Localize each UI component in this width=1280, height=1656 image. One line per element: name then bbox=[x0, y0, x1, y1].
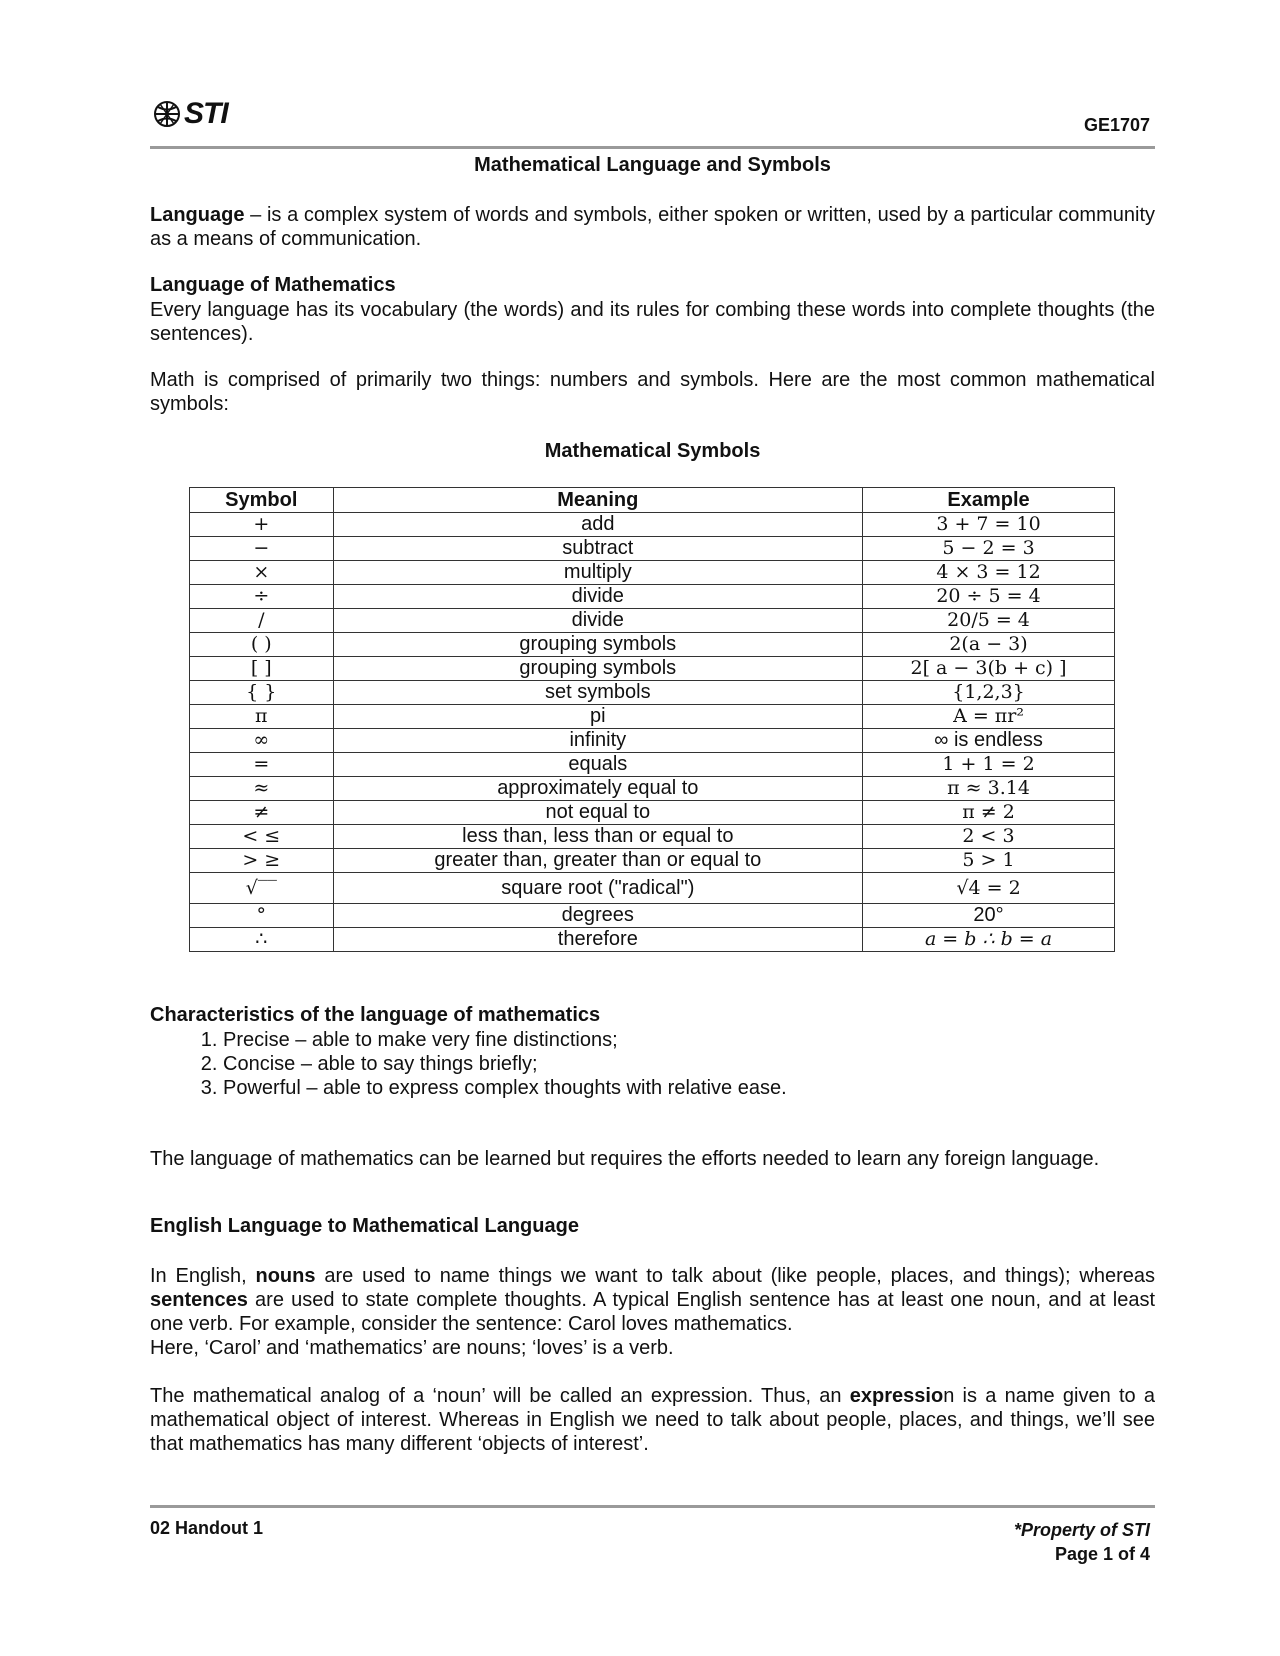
table-row bbox=[190, 801, 1115, 825]
meaning-cell: multiply bbox=[333, 561, 862, 585]
symbol-cell: = bbox=[190, 753, 334, 777]
meaning-cell: pi bbox=[333, 705, 862, 729]
english-text-c: are used to state complete thoughts. A typical English sentence has at least one noun, and at least one verb. For example, consider the sentence: Carol loves mathematics. bbox=[150, 1289, 1155, 1335]
example-cell: 5 > 1 bbox=[863, 849, 1115, 873]
symbol-cell: ° bbox=[190, 904, 334, 928]
table-row bbox=[190, 825, 1115, 849]
footer-divider bbox=[150, 1505, 1155, 1508]
example-cell: 2 < 3 bbox=[863, 825, 1115, 849]
meaning-cell: infinity bbox=[333, 729, 862, 753]
expression-paragraph bbox=[150, 1384, 1155, 1456]
english-text-b: are used to name things we want to talk about (like people, places, and things); whereas bbox=[315, 1265, 1155, 1287]
meaning-cell: grouping symbols bbox=[333, 657, 862, 681]
language-definition bbox=[150, 203, 1155, 251]
page-title: Mathematical Language and Symbols bbox=[474, 154, 831, 176]
expression-text-b: n is a name given to a mathematical object of interest. Whereas in English we need to talk about people, places, and things, we’ll see that mathematics has many different ‘objects of interest’. bbox=[150, 1385, 1155, 1455]
table-row bbox=[190, 681, 1115, 705]
list-item: 2. Concise – able to say things briefly; bbox=[223, 1052, 787, 1076]
meaning-cell: divide bbox=[333, 585, 862, 609]
example-cell: 3 + 7 = 10 bbox=[863, 513, 1115, 537]
sti-logo bbox=[152, 98, 228, 130]
table-row bbox=[190, 633, 1115, 657]
table-row bbox=[190, 609, 1115, 633]
header-meaning: Meaning bbox=[333, 488, 862, 513]
meaning-cell: subtract bbox=[333, 537, 862, 561]
language-term: Language bbox=[150, 204, 245, 226]
meaning-cell: therefore bbox=[333, 928, 862, 952]
symbol-cell: ≠ bbox=[190, 801, 334, 825]
table-row bbox=[190, 561, 1115, 585]
example-cell: 2(a − 3) bbox=[863, 633, 1115, 657]
symbol-cell: × bbox=[190, 561, 334, 585]
symbol-cell: ∴ bbox=[190, 928, 334, 952]
table-header-row bbox=[190, 488, 1115, 513]
table-row bbox=[190, 657, 1115, 681]
example-cell: 20 ÷ 5 = 4 bbox=[863, 585, 1115, 609]
characteristics-heading: Characteristics of the language of mathematics bbox=[150, 1004, 601, 1026]
symbol-cell: √‾‾ bbox=[190, 873, 334, 904]
example-cell: 5 − 2 = 3 bbox=[863, 537, 1115, 561]
example-cell: A = πr² bbox=[863, 705, 1115, 729]
header-example: Example bbox=[863, 488, 1115, 513]
symbol-cell: ÷ bbox=[190, 585, 334, 609]
table-row bbox=[190, 904, 1115, 928]
table-row bbox=[190, 873, 1115, 904]
meaning-cell: not equal to bbox=[333, 801, 862, 825]
table-row bbox=[190, 777, 1115, 801]
example-cell: {1,2,3} bbox=[863, 681, 1115, 705]
table-row bbox=[190, 753, 1115, 777]
symbol-cell: ( ) bbox=[190, 633, 334, 657]
course-code: GE1707 bbox=[1083, 115, 1150, 135]
meaning-cell: approximately equal to bbox=[333, 777, 862, 801]
logo-text: STI bbox=[184, 97, 228, 130]
example-cell: 4 × 3 = 12 bbox=[863, 561, 1115, 585]
language-of-mathematics-text: Every language has its vocabulary (the words) and its rules for combing these words into complete thoughts (the sentences). bbox=[150, 299, 1155, 345]
example-cell: 20° bbox=[863, 904, 1115, 928]
english-example: Here, ‘Carol’ and ‘mathematics’ are nouns; ‘loves’ is a verb. bbox=[150, 1337, 674, 1359]
list-item: 1. Precise – able to make very fine distinctions; bbox=[223, 1028, 787, 1052]
table-row bbox=[190, 928, 1115, 952]
globe-icon bbox=[152, 100, 182, 128]
page-header bbox=[150, 98, 1155, 149]
table-row bbox=[190, 513, 1115, 537]
table-row bbox=[190, 849, 1115, 873]
example-cell: 1 + 1 = 2 bbox=[863, 753, 1115, 777]
symbol-cell: < ≤ bbox=[190, 825, 334, 849]
meaning-cell: degrees bbox=[333, 904, 862, 928]
symbol-cell: − bbox=[190, 537, 334, 561]
example-cell: 2[ a − 3(b + c) ] bbox=[863, 657, 1115, 681]
meaning-cell: equals bbox=[333, 753, 862, 777]
meaning-cell: square root ("radical") bbox=[333, 873, 862, 904]
example-cell: π ≈ 3.14 bbox=[863, 777, 1115, 801]
symbol-cell: { } bbox=[190, 681, 334, 705]
example-cell: a = b ∴ b = a bbox=[863, 928, 1115, 952]
meaning-cell: set symbols bbox=[333, 681, 862, 705]
nouns-term: nouns bbox=[255, 1265, 316, 1287]
symbol-cell: ≈ bbox=[190, 777, 334, 801]
meaning-cell: grouping symbols bbox=[333, 633, 862, 657]
example-cell: ∞ is endless bbox=[863, 729, 1115, 753]
meaning-cell: divide bbox=[333, 609, 862, 633]
table-row bbox=[190, 585, 1115, 609]
table-row bbox=[190, 729, 1115, 753]
language-of-mathematics-heading: Language of Mathematics bbox=[150, 274, 396, 296]
table-title: Mathematical Symbols bbox=[544, 440, 761, 462]
english-paragraph bbox=[150, 1264, 1155, 1336]
footer-property: *Property of STI bbox=[1013, 1520, 1150, 1540]
example-cell: π ≠ 2 bbox=[863, 801, 1115, 825]
expression-term: expressio bbox=[849, 1385, 944, 1407]
english-heading: English Language to Mathematical Language bbox=[150, 1215, 579, 1237]
symbol-cell: > ≥ bbox=[190, 849, 334, 873]
symbols-table bbox=[189, 487, 1115, 952]
example-cell: √4 = 2 bbox=[863, 873, 1115, 904]
english-text-a: In English, bbox=[150, 1265, 256, 1287]
symbol-cell: π bbox=[190, 705, 334, 729]
characteristics-list bbox=[150, 1028, 787, 1100]
table-row bbox=[190, 705, 1115, 729]
footer-right bbox=[1014, 1518, 1150, 1566]
learn-text: The language of mathematics can be learned but requires the efforts needed to learn any foreign language. bbox=[150, 1148, 1100, 1170]
footer-handout: 02 Handout 1 bbox=[150, 1518, 264, 1538]
footer-page-number: Page 1 of 4 bbox=[1054, 1544, 1150, 1564]
expression-text-a: The mathematical analog of a ‘noun’ will be called an expression. Thus, an bbox=[150, 1385, 850, 1407]
meaning-cell: less than, less than or equal to bbox=[333, 825, 862, 849]
meaning-cell: greater than, greater than or equal to bbox=[333, 849, 862, 873]
symbol-cell: + bbox=[190, 513, 334, 537]
symbol-cell: / bbox=[190, 609, 334, 633]
language-definition-text: – is a complex system of words and symbols, either spoken or written, used by a particular community as a means of communication. bbox=[150, 204, 1155, 250]
math-intro-text: Math is comprised of primarily two things: numbers and symbols. Here are the most common mathematical symbols: bbox=[150, 369, 1155, 415]
symbol-cell: ∞ bbox=[190, 729, 334, 753]
list-item: 3. Powerful – able to express complex thoughts with relative ease. bbox=[223, 1076, 787, 1100]
example-cell: 20/5 = 4 bbox=[863, 609, 1115, 633]
symbol-cell: [ ] bbox=[190, 657, 334, 681]
meaning-cell: add bbox=[333, 513, 862, 537]
sentences-term: sentences bbox=[150, 1289, 248, 1311]
table-row bbox=[190, 537, 1115, 561]
header-symbol: Symbol bbox=[190, 488, 334, 513]
